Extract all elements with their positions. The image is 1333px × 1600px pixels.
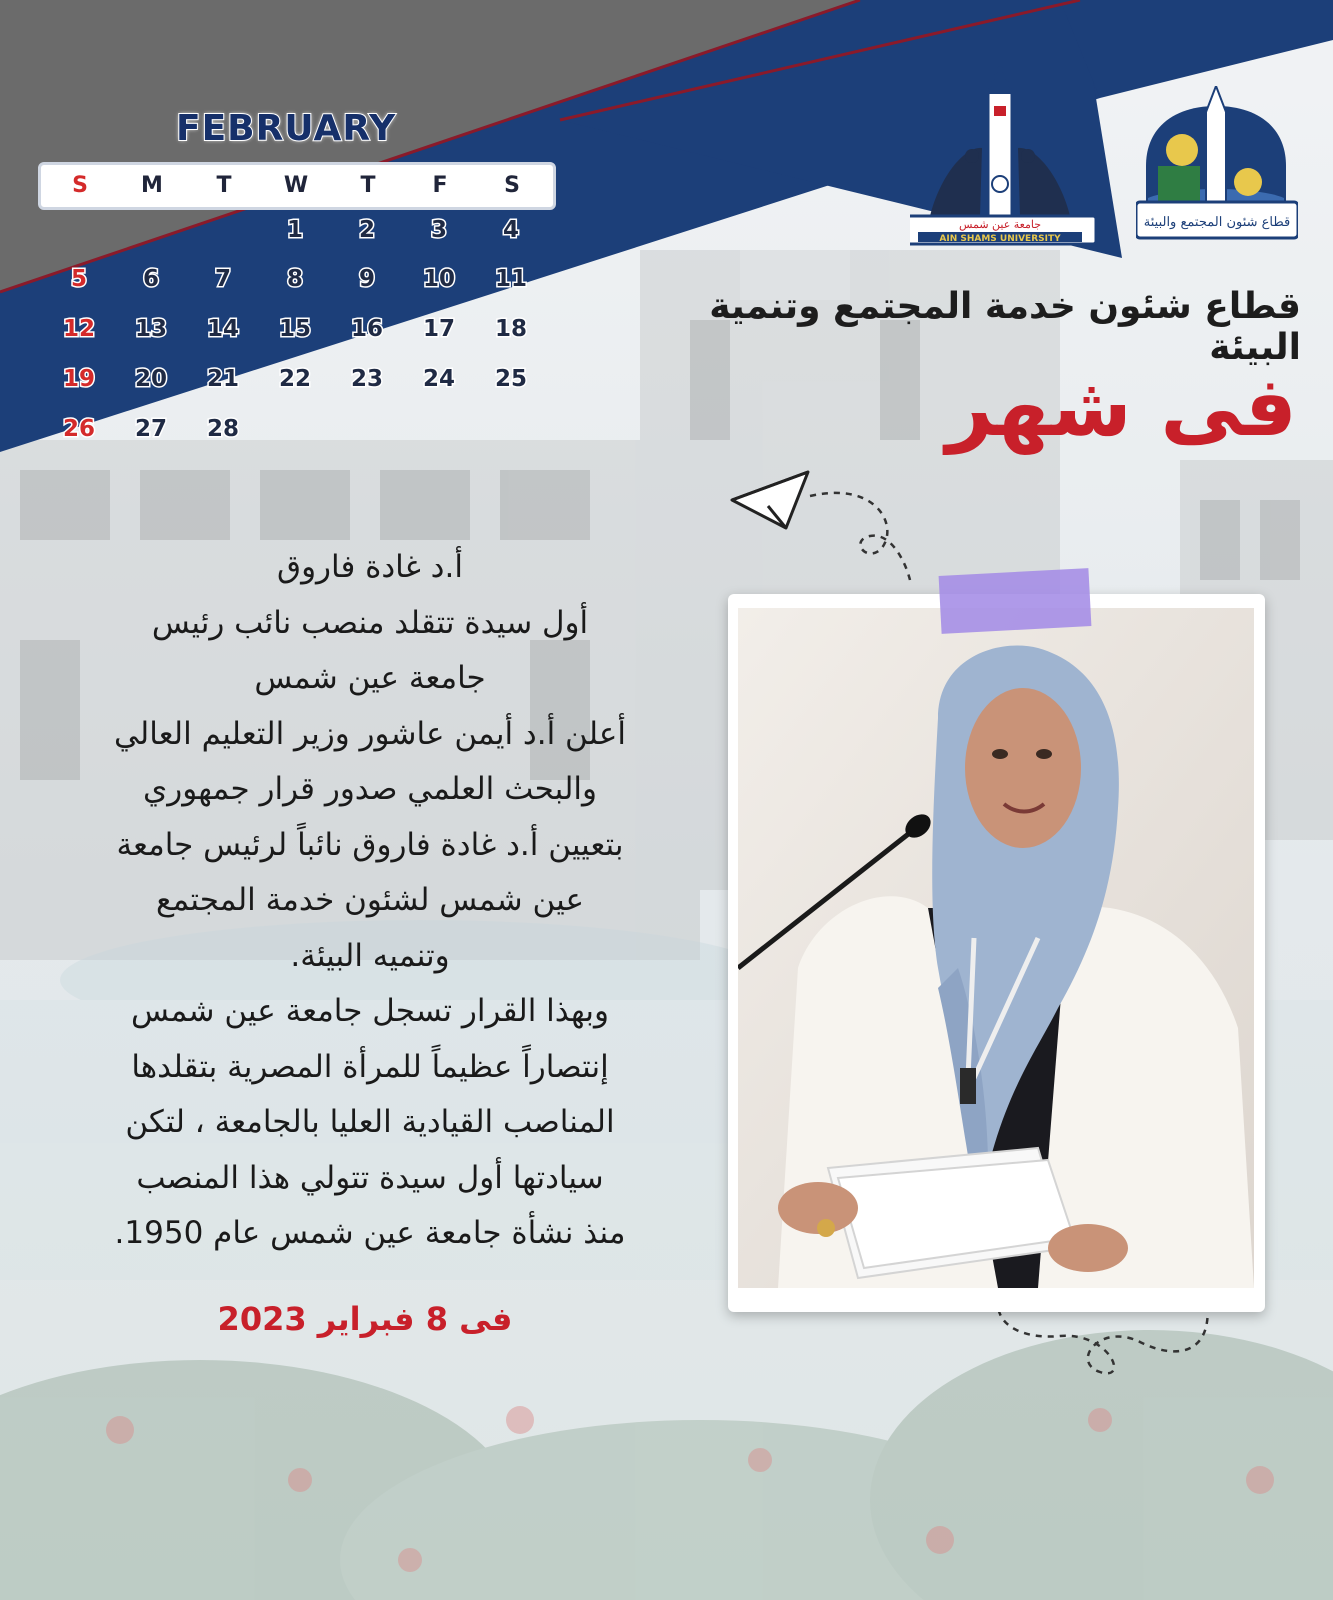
calendar-day: 20 bbox=[134, 366, 167, 392]
university-logo-english: AIN SHAMS UNIVERSITY bbox=[939, 234, 1061, 244]
article-line: سيادتها أول سيدة تتولي هذا المنصب bbox=[136, 1159, 604, 1196]
calendar-day: 6 bbox=[142, 266, 159, 292]
photo-frame bbox=[728, 594, 1265, 1312]
calendar-day: 10 bbox=[422, 266, 455, 292]
weekday-label: M bbox=[141, 173, 163, 198]
calendar-day: 27 bbox=[134, 416, 167, 442]
calendar-day: 2 bbox=[358, 217, 375, 243]
weekday-label: S bbox=[72, 173, 88, 198]
calendar-day: 14 bbox=[206, 316, 239, 342]
university-logo-arabic: جامعة عين شمس bbox=[958, 218, 1042, 231]
calendar-day: 25 bbox=[494, 366, 527, 392]
article-line: وبهذا القرار تسجل جامعة عين شمس bbox=[131, 993, 609, 1029]
weekday-label: W bbox=[283, 173, 309, 198]
calendar-day: 9 bbox=[358, 266, 375, 292]
article-line: جامعة عين شمس bbox=[254, 660, 486, 696]
article-line: المناصب القيادية العليا بالجامعة ، لتكن bbox=[125, 1104, 615, 1140]
calendar-day: 19 bbox=[62, 366, 95, 392]
month-title: فى شهر bbox=[946, 360, 1297, 455]
paper-plane-icon bbox=[730, 470, 950, 600]
tape-strip bbox=[939, 568, 1092, 634]
calendar-day: 11 bbox=[494, 266, 527, 292]
weekday-label: S bbox=[504, 173, 520, 198]
calendar-day: 26 bbox=[62, 416, 95, 442]
calendar-day: 18 bbox=[494, 316, 527, 342]
calendar-day: 13 bbox=[134, 316, 167, 342]
speaker-photo bbox=[738, 608, 1254, 1288]
article-line: عين شمس لشئون خدمة المجتمع bbox=[156, 882, 584, 918]
article-text bbox=[40, 540, 700, 1262]
calendar-day: 3 bbox=[430, 217, 447, 243]
article-line: والبحث العلمي صدور قرار جمهوري bbox=[143, 771, 597, 807]
calendar-weekday-bar bbox=[38, 162, 556, 210]
weekday-label: F bbox=[432, 173, 448, 198]
ain-shams-university-logo bbox=[910, 66, 1126, 246]
community-sector-logo bbox=[1136, 86, 1298, 246]
article-line: أول سيدة تتقلد منصب نائب رئيس bbox=[151, 604, 589, 641]
calendar-day: 22 bbox=[278, 366, 311, 392]
calendar-day: 8 bbox=[286, 266, 303, 292]
sector-title: قطاع شئون خدمة المجتمع وتنمية البيئة bbox=[709, 286, 1301, 368]
weekday-label: T bbox=[216, 173, 232, 198]
article-line: أ.د غادة فاروق bbox=[277, 549, 463, 585]
calendar-day: 21 bbox=[206, 366, 239, 392]
article-line: أعلن أ.د أيمن عاشور وزير التعليم العالي bbox=[113, 715, 627, 752]
article-line: بتعيين أ.د غادة فاروق نائباً لرئيس جامعة bbox=[116, 826, 624, 863]
article-line: إنتصاراً عظيماً للمرأة المصرية بتقلدها bbox=[131, 1048, 609, 1085]
calendar-day: 28 bbox=[206, 416, 239, 442]
announcement-date: فى 8 فبراير 2023 bbox=[217, 1300, 513, 1338]
calendar-day: 12 bbox=[62, 316, 95, 342]
calendar-day: 4 bbox=[502, 217, 519, 243]
calendar-day: 23 bbox=[350, 366, 383, 392]
article-line: منذ نشأة جامعة عين شمس عام 1950. bbox=[114, 1215, 626, 1251]
calendar-day: 17 bbox=[422, 316, 455, 342]
sector-logo-arabic: قطاع شئون المجتمع والبيئة bbox=[1143, 215, 1291, 230]
calendar-day: 15 bbox=[278, 316, 311, 342]
calendar-month: FEBRUARY bbox=[176, 108, 397, 149]
calendar-day: 16 bbox=[350, 316, 383, 342]
calendar-day: 5 bbox=[70, 266, 87, 292]
article-line: وتنميه البيئة. bbox=[290, 937, 450, 974]
weekday-label: T bbox=[360, 173, 376, 198]
calendar-day: 7 bbox=[214, 266, 231, 292]
calendar-day: 24 bbox=[422, 366, 455, 392]
calendar-day: 1 bbox=[286, 217, 303, 243]
